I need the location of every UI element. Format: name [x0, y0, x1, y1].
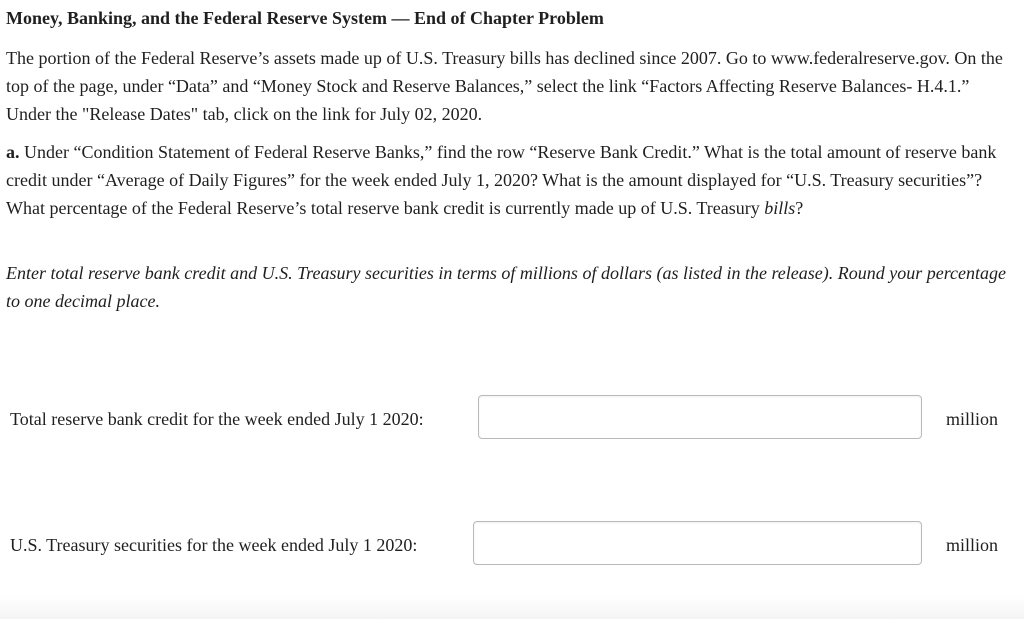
answer-row-treasury-securities	[0, 521, 1024, 571]
question-a-end: ?	[795, 198, 804, 218]
total-credit-label: Total reserve bank credit for the week ended July 1 2020:	[10, 409, 424, 429]
treasury-securities-input[interactable]	[473, 521, 922, 565]
treasury-securities-label: U.S. Treasury securities for the week ended July 1 2020:	[10, 535, 418, 555]
problem-title: Money, Banking, and the Federal Reserve System — End of Chapter Problem	[6, 8, 604, 28]
bottom-divider	[0, 595, 1024, 619]
question-a-label: a.	[6, 142, 20, 162]
question-a-text: Under “Condition Statement of Federal Reserve Banks,” find the row “Reserve Bank Credit.” What is the total amount of reserve bank credit under “Average of Daily Figures” for the week ended July 1, 2020? What is the amount displayed for “U.S. Treasury securities”? What percentage of the Federal Reserve’s total reserve bank credit is currently made up of U.S. Treasury	[6, 142, 997, 218]
total-credit-input[interactable]	[478, 395, 922, 439]
question-a-emphasis: bills	[764, 198, 796, 218]
answer-row-total-credit	[0, 395, 1024, 445]
treasury-securities-unit: million	[946, 535, 999, 555]
question-a-paragraph	[6, 138, 1018, 222]
intro-paragraph: The portion of the Federal Reserve’s assets made up of U.S. Treasury bills has declined since 2007. Go to www.federalreserve.gov. On the top of the page, under “Data” and “Money Stock and Reserve Balances,” select the link “Factors Affecting Reserve Balances- H.4.1.” Under the "Release Dates" tab, click on the link for July 02, 2020.	[6, 48, 1003, 124]
instructions-paragraph: Enter total reserve bank credit and U.S. Treasury securities in terms of millions of dollars (as listed in the release). Round your percentage to one decimal place.	[6, 263, 1007, 311]
total-credit-unit: million	[946, 409, 999, 429]
